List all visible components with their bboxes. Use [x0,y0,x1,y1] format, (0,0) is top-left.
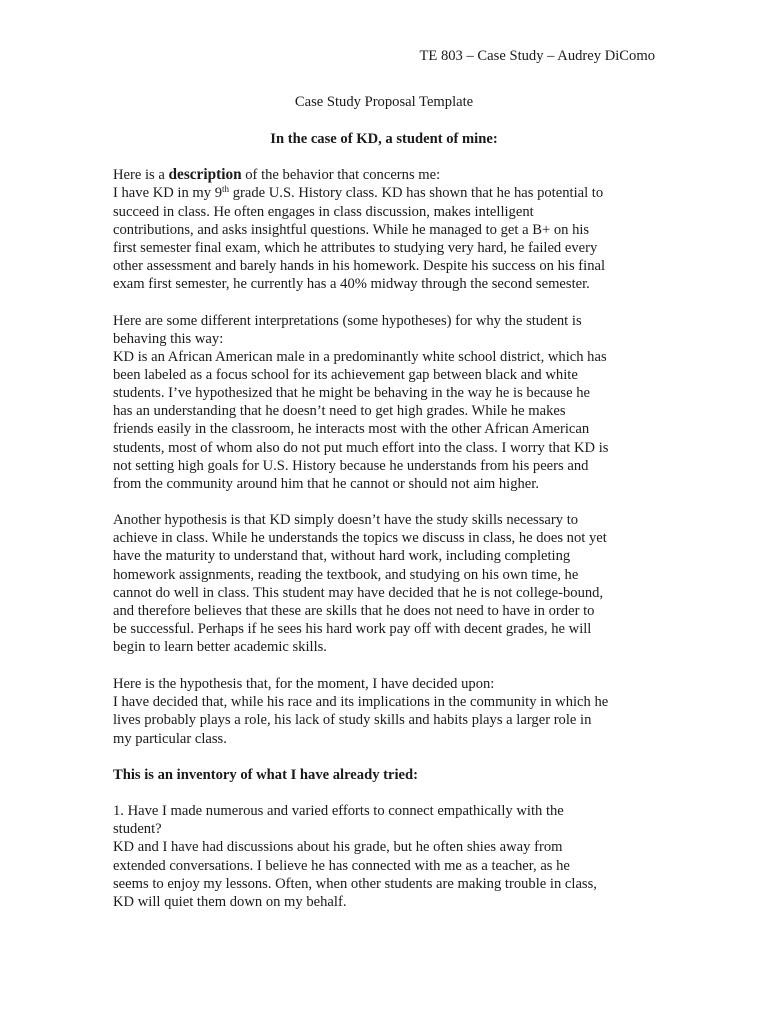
interpretations-line: Here are some different interpretations (some hypotheses) for why the student is [113,313,582,329]
description-line: other assessment and barely hands in his homework. Despite his success on his final [113,258,606,274]
inventory-line: extended conversations. I believe he has connected with me as a teacher, as he [113,858,570,874]
interpretations-line: from the community around him that he cannot or should not aim higher. [113,476,539,492]
hypothesis-line: Another hypothesis is that KD simply doesn’t have the study skills necessary to [113,512,579,528]
hypothesis-line: and therefore believes that these are skills that he does not need to have in order to [113,603,595,619]
interpretations-line: KD is an African American male in a predominantly white school district, which has [113,349,607,365]
document-header: TE 803 – Case Study – Audrey DiComo [419,48,655,64]
inventory-heading: This is an inventory of what I have already tried: [113,767,418,783]
decision-line: I have decided that, while his race and its implications in the community in which he [113,694,609,710]
interpretations-line: has an understanding that he doesn’t need to get high grades. While he makes [113,403,566,419]
decision-line: my particular class. [113,731,227,747]
description-intro [113,166,440,184]
description-line-text: I have KD in my 9 [113,185,223,201]
inventory-line: 1. Have I made numerous and varied efforts to connect empathically with the [113,803,564,819]
description-intro-text: Here is a [113,167,169,183]
inventory-line: student? [113,821,162,837]
document-subtitle: In the case of KD, a student of mine: [270,131,498,147]
hypothesis-line: homework assignments, reading the textbook, and studying on his own time, he [113,567,579,583]
hypothesis-line: cannot do well in class. This student may have decided that he is not college-bound, [113,585,604,601]
interpretations-line: behaving this way: [113,331,224,347]
decision-line: lives probably plays a role, his lack of study skills and habits plays a larger role in [113,712,592,728]
description-line: first semester final exam, which he attributes to studying very hard, he failed every [113,240,598,256]
decision-line: Here is the hypothesis that, for the moment, I have decided upon: [113,676,495,692]
description-intro-tail: of the behavior that concerns me: [241,167,441,183]
interpretations-line: students. I’ve hypothesized that he might be behaving in the way he is because he [113,385,590,401]
hypothesis-line: achieve in class. While he understands the topics we discuss in class, he does not yet [113,530,607,546]
document-title: Case Study Proposal Template [294,94,474,110]
hypothesis-line: begin to learn better academic skills. [113,639,327,655]
description-line [113,184,603,202]
description-keyword: description [168,166,242,183]
inventory-line: KD and I have had discussions about his grade, but he often shies away from [113,839,563,855]
interpretations-line: students, most of whom also do not put much effort into the class. I worry that KD is [113,440,609,456]
interpretations-line: been labeled as a focus school for its achievement gap between black and white [113,367,578,383]
description-line: succeed in class. He often engages in class discussion, makes intelligent [113,204,534,220]
hypothesis-line: have the maturity to understand that, without hard work, including completing [113,548,571,564]
inventory-line: KD will quiet them down on my behalf. [113,894,347,910]
ordinal-superscript: th [222,184,230,194]
inventory-line: seems to enjoy my lessons. Often, when other students are making trouble in class, [113,876,597,892]
description-line-tail: grade U.S. History class. KD has shown that he has potential to [229,185,604,201]
hypothesis-line: be successful. Perhaps if he sees his hard work pay off with decent grades, he will [113,621,592,637]
interpretations-line: not setting high goals for U.S. History because he understands from his peers and [113,458,589,474]
interpretations-line: friends easily in the classroom, he interacts most with the other African American [113,421,590,437]
description-line: contributions, and asks insightful questions. While he managed to get a B+ on his [113,222,590,238]
description-line: exam first semester, he currently has a 40% midway through the second semester. [113,276,590,292]
